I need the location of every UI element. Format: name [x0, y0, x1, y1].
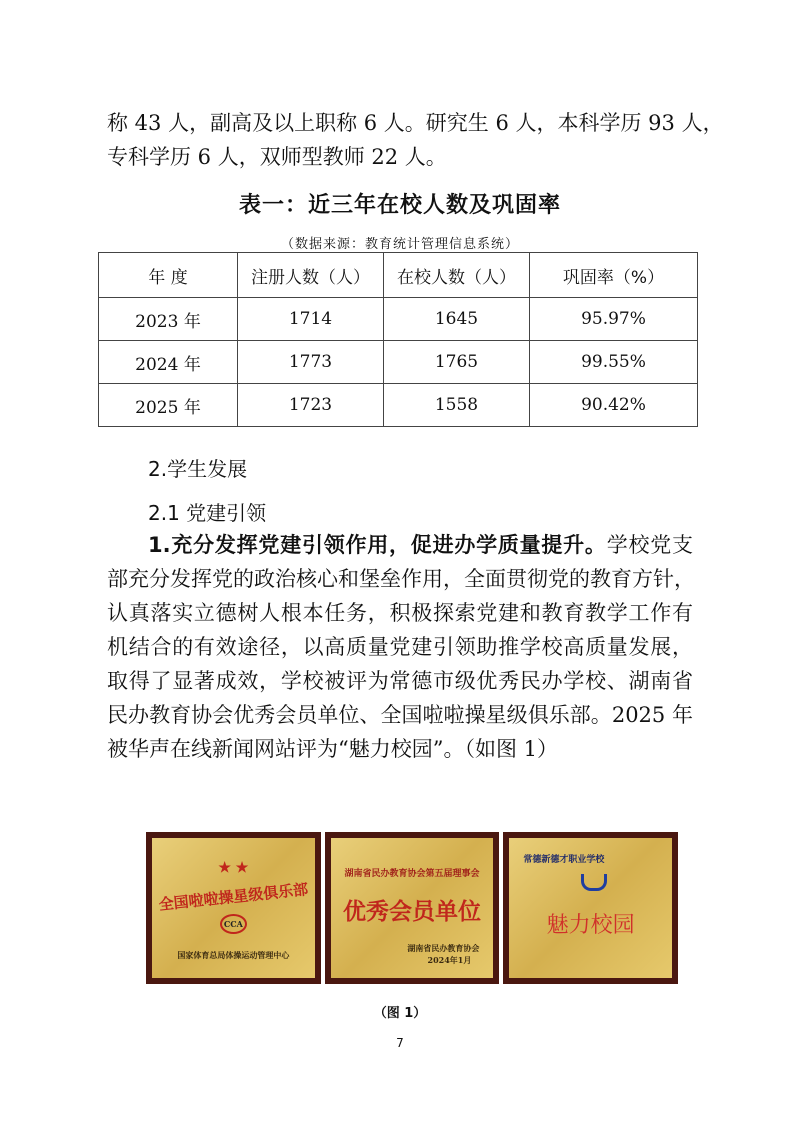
table-cell: 1714 — [238, 298, 384, 341]
body-text-line: 民办教育协会优秀会员单位、全国啦啦操星级俱乐部。2025 年 — [107, 703, 693, 727]
column-header: 在校人数（人） — [384, 253, 530, 298]
table-source-note: （数据来源：教育统计管理信息系统） — [280, 237, 519, 252]
table-cell: 1773 — [238, 341, 384, 384]
table-row — [99, 298, 698, 341]
plaque-charming-campus — [503, 832, 678, 984]
plaque-header: 常德新德才职业学校 — [523, 855, 605, 865]
paragraph-lead: 1.充分发挥党建引领作用，促进办学质量提升。 — [148, 533, 607, 557]
table-cell: 1723 — [238, 384, 384, 427]
table-cell: 99.55% — [530, 341, 698, 384]
figure-caption: （图 1） — [373, 1006, 427, 1021]
body-text-line: 取得了显著成效，学校被评为常德市级优秀民办学校、湖南省 — [107, 669, 693, 693]
paragraph-text: 学校党支 — [606, 533, 694, 557]
stars-icon: ★ ★ — [218, 860, 249, 876]
table-row — [99, 341, 698, 384]
award-plaques-photo — [146, 832, 678, 984]
enrollment-table — [98, 252, 698, 427]
plaque-date: 2024年1月 — [427, 955, 472, 965]
body-text-line: 被华声在线新闻网站评为“魅力校园”。（如图 1） — [107, 737, 559, 761]
table-cell: 95.97% — [530, 298, 698, 341]
plaque-header: 湖南省民办教育协会第五届理事会 — [344, 869, 480, 879]
school-logo-icon — [581, 874, 607, 891]
table-row — [99, 384, 698, 427]
table-header-row — [99, 253, 698, 298]
table-cell: 2023 年 — [99, 298, 238, 341]
subsection-heading: 2.1 党建引领 — [148, 501, 267, 525]
plaque-issuer: 湖南省民办教育协会 — [407, 943, 480, 953]
plaque-title: 优秀会员单位 — [343, 898, 481, 925]
plaque-excellent-member — [325, 832, 500, 984]
page-number: 7 — [396, 1036, 404, 1050]
table-cell: 1645 — [384, 298, 530, 341]
body-text-line: 部充分发挥党的政治核心和堡垒作用，全面贯彻党的教育方针， — [107, 567, 695, 591]
section-heading: 2.学生发展 — [148, 457, 248, 481]
table-cell: 1765 — [384, 341, 530, 384]
column-header: 注册人数（人） — [238, 253, 384, 298]
cca-logo: CCA — [152, 914, 315, 934]
plaque-title: 全国啦啦操星级俱乐部 — [157, 880, 309, 914]
plaque-issuer: 国家体育总局体操运动管理中心 — [177, 950, 290, 960]
table-cell: 1558 — [384, 384, 530, 427]
table-title: 表一：近三年在校人数及巩固率 — [238, 193, 561, 218]
plaque-cheerleading-club — [146, 832, 321, 984]
table-cell: 2025 年 — [99, 384, 238, 427]
table-cell: 90.42% — [530, 384, 698, 427]
column-header: 巩固率（%） — [530, 253, 698, 298]
paragraph-first-line — [148, 530, 693, 560]
body-text-line: 认真落实立德树人根本任务，积极探索党建和教育教学工作有 — [107, 601, 693, 625]
body-text-line: 专科学历 6 人，双师型教师 22 人。 — [107, 145, 447, 169]
body-text-line: 机结合的有效途径，以高质量党建引领助推学校高质量发展， — [107, 635, 693, 659]
column-header: 年 度 — [99, 253, 238, 298]
body-text-line: 称 43 人，副高及以上职称 6 人。研究生 6 人，本科学历 93 人， — [107, 111, 724, 135]
plaque-title: 魅力校园 — [546, 913, 635, 938]
table-cell: 2024 年 — [99, 341, 238, 384]
